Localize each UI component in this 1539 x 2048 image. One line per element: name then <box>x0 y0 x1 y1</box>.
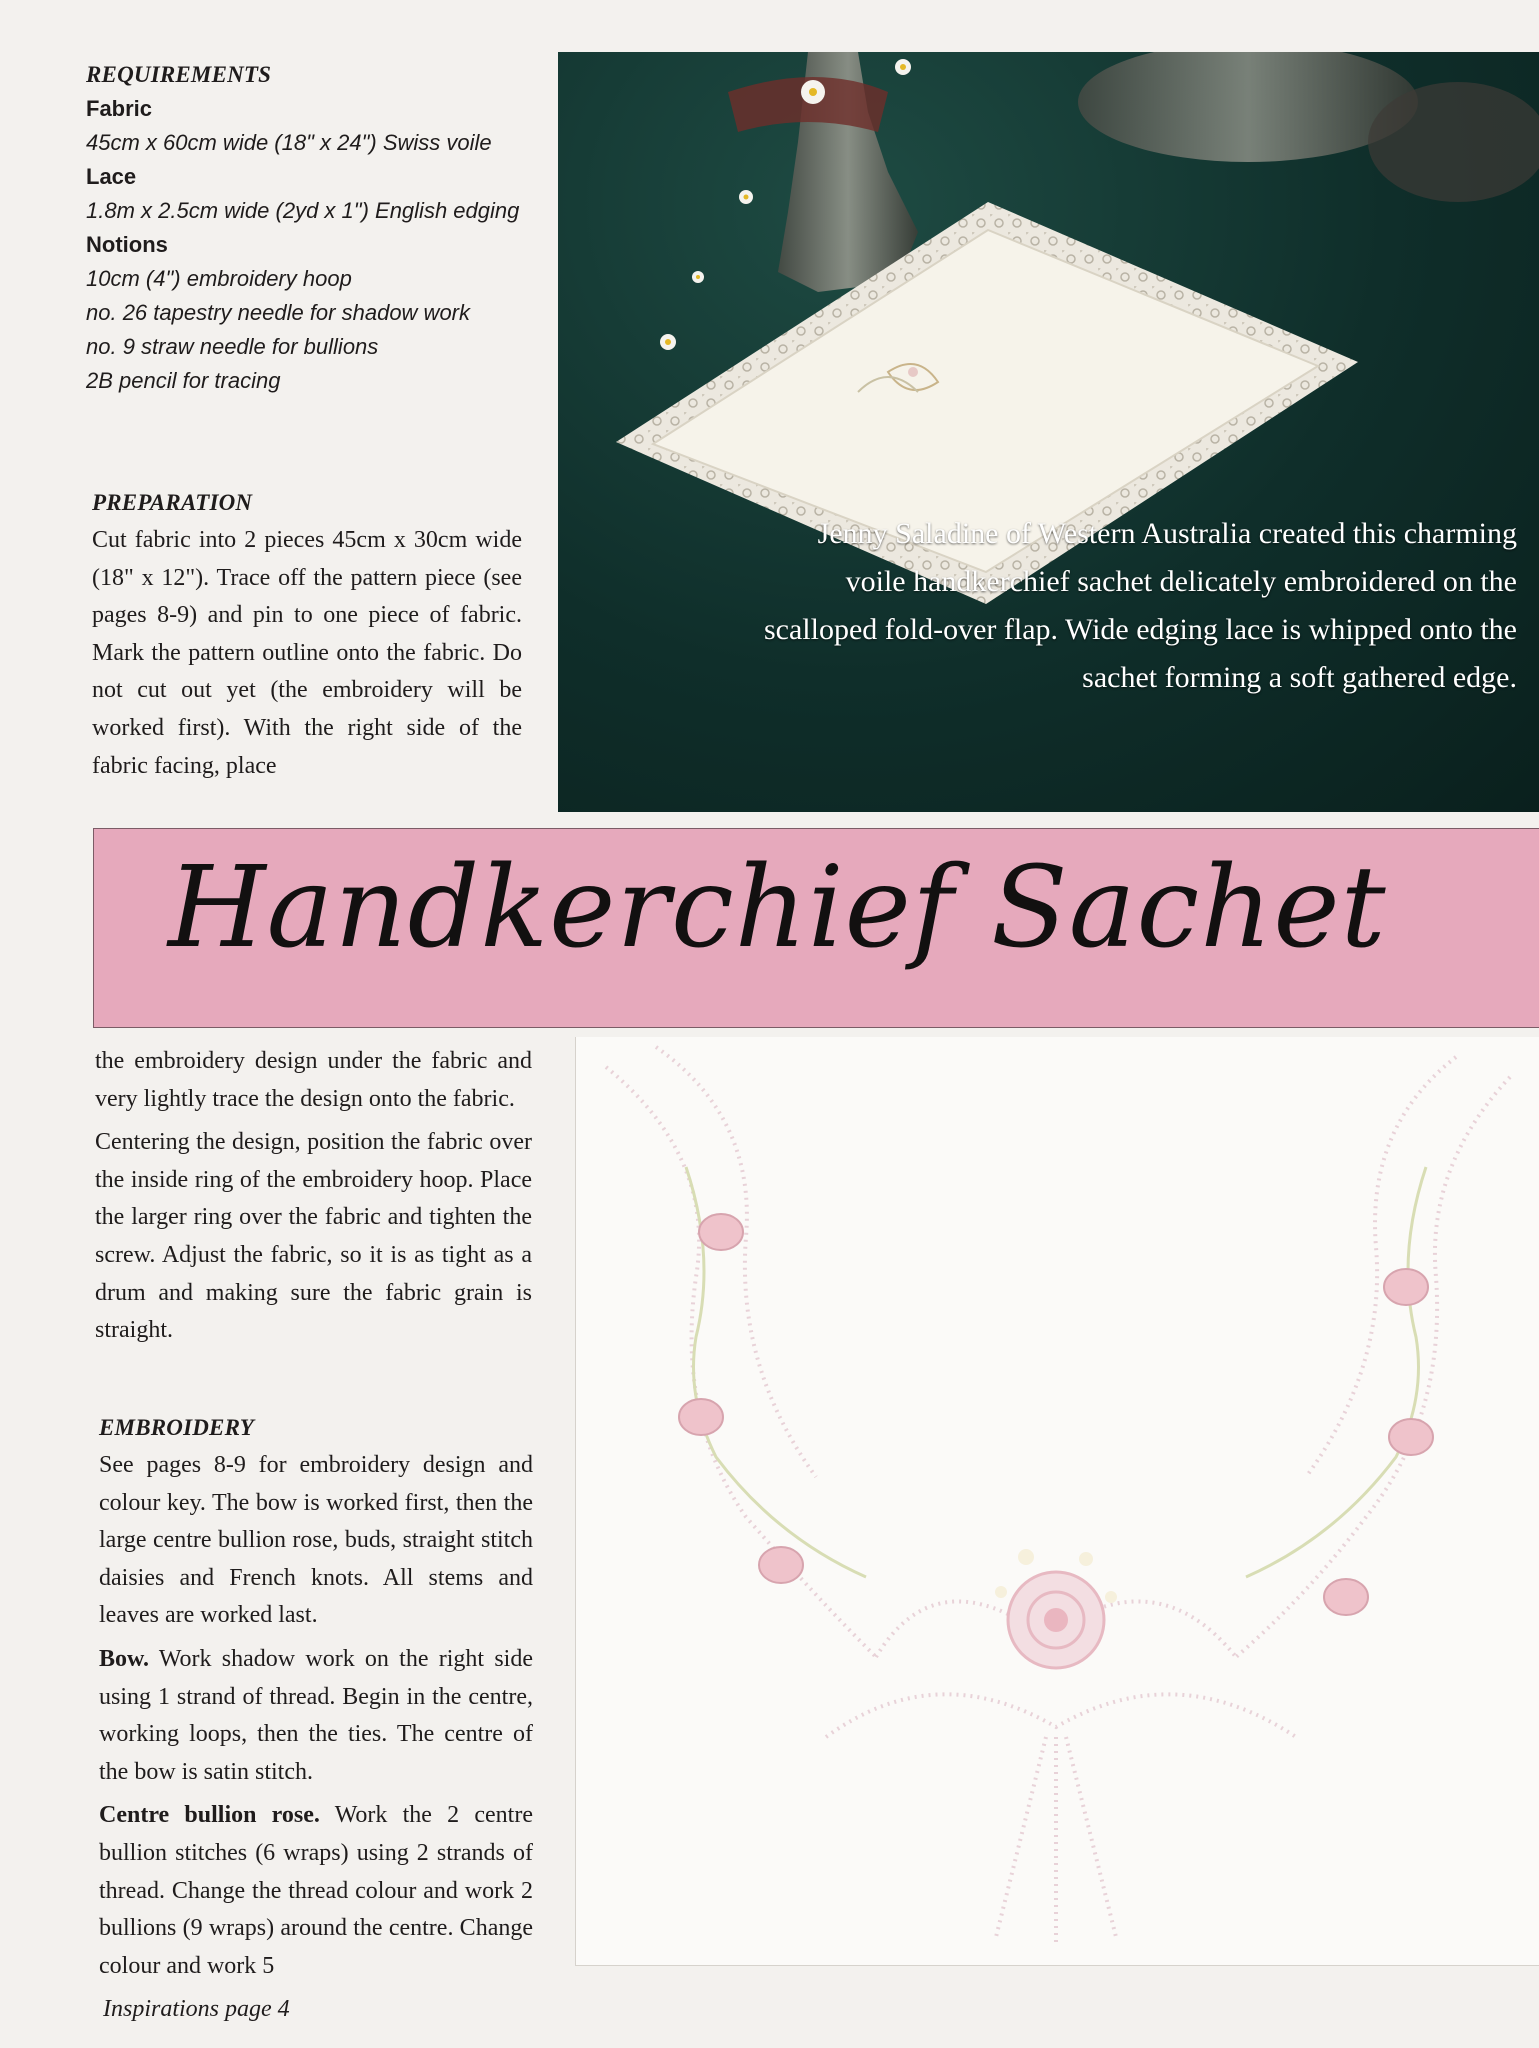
fabric-item: 45cm x 60cm wide (18" x 24") Swiss voile <box>86 130 492 155</box>
bow-text: Work shadow work on the right side using 1 strand of thread. Begin in the centre, working loops, then the ties. The centre of the bow is satin stitch. <box>99 1645 533 1785</box>
bow-instructions <box>99 1641 533 1791</box>
preparation-section <box>92 490 522 785</box>
lace-item: 1.8m x 2.5cm wide (2yd x 1") English edging <box>86 198 520 223</box>
page-title: Handkerchief Sachet <box>168 843 1387 973</box>
requirements-section <box>86 62 546 394</box>
rose-instructions <box>99 1797 533 1985</box>
requirements-heading: REQUIREMENTS <box>86 62 272 87</box>
rose-label: Centre bullion rose. <box>99 1802 320 1829</box>
notions-label: Notions <box>86 232 168 257</box>
preparation-heading: PREPARATION <box>92 490 253 515</box>
sachet-photo <box>558 52 1539 812</box>
preparation-text: Cut fabric into 2 pieces 45cm x 30cm wide (18" x 12"). Trace off the pattern piece (see pages 8-9) and pin to one piece of fabric. Mark the pattern outline onto the fabric. Do not cut out yet (the embroidery will be worked first). With the right side of the fabric facing, place <box>92 527 522 779</box>
page-footer: Inspirations page 4 <box>103 1996 290 2022</box>
notion-item: 2B pencil for tracing <box>86 368 281 393</box>
preparation-text-continued: the embroidery design under the fabric and very lightly trace the design onto the fabric. <box>95 1048 532 1112</box>
photo-caption: Jenny Saladine of Western Australia created this charming voile handkerchief sachet delicately embroidered on the scalloped fold-over flap. Wide edging lace is whipped onto the sachet forming a soft gathered edge. <box>763 517 1517 694</box>
fabric-label: Fabric <box>86 96 153 121</box>
notion-item: 10cm (4") embroidery hoop <box>86 266 352 291</box>
embroidery-section <box>99 1415 533 1985</box>
embroidery-illustration <box>576 1037 1539 1965</box>
notion-item: no. 9 straw needle for bullions <box>86 334 379 359</box>
embroidery-intro: See pages 8-9 for embroidery design and colour key. The bow is worked first, then the large centre bullion rose, buds, straight stitch daisies and French knots. All stems and leaves are worked last. <box>99 1452 533 1629</box>
embroidery-heading: EMBROIDERY <box>99 1415 254 1440</box>
hoop-instructions: Centering the design, position the fabric over the inside ring of the embroidery hoop. Place the larger ring over the fabric and tighten the screw. Adjust the fabric, so it is as tight as a drum and making sure the fabric grain is straight. <box>95 1129 532 1344</box>
lace-label: Lace <box>86 164 137 189</box>
embroidery-closeup-photo <box>575 1037 1539 1966</box>
bow-label: Bow. <box>99 1645 150 1672</box>
preparation-continued <box>95 1037 532 1350</box>
title-band <box>93 828 1539 1028</box>
notion-item: no. 26 tapestry needle for shadow work <box>86 300 471 325</box>
rose-text: Work the 2 centre bullion stitches (6 wraps) using 2 strands of thread. Change the thread colour and work 2 bullions (9 wraps) around the centre. Change colour and work 5 <box>99 1802 533 1979</box>
